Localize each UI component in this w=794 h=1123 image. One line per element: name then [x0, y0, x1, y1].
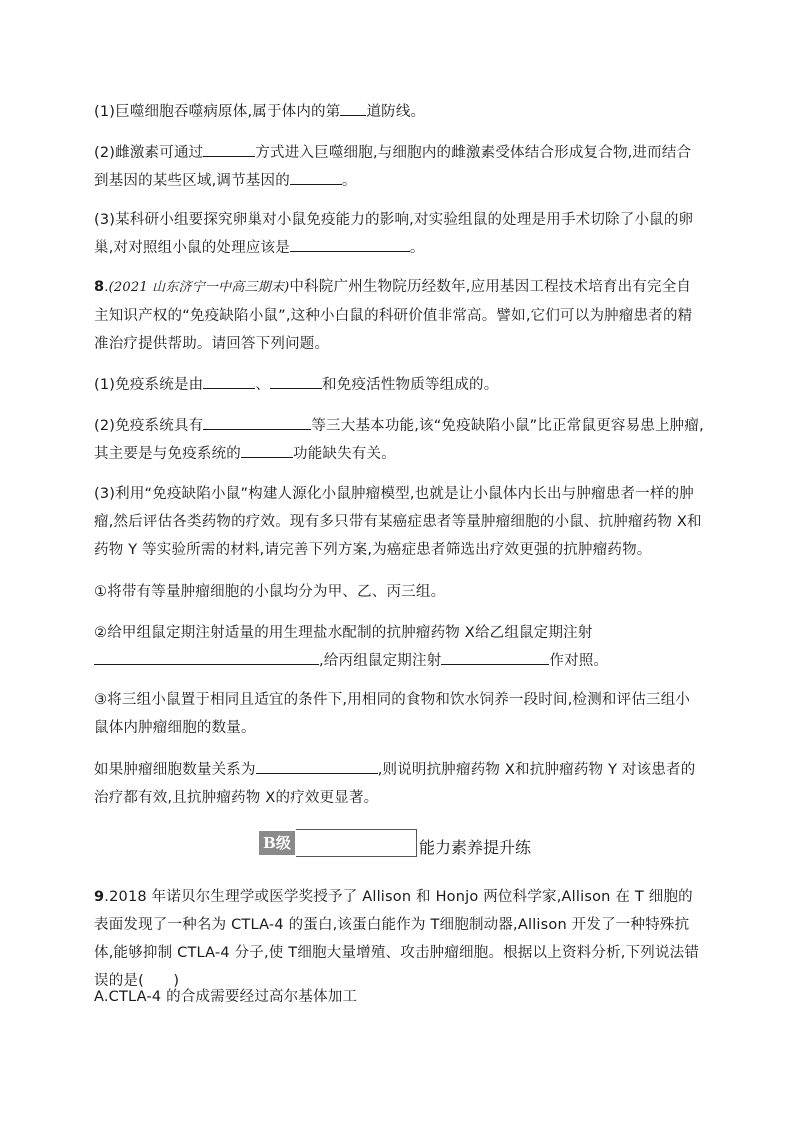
q8-part2 — [94, 412, 704, 468]
answer-blank[interactable] — [203, 414, 311, 430]
q7-part3-text: (3)某科研小组要探究卵巢对小鼠免疫能力的影响,对实验组鼠的处理是用手术切除了小鼠的卵巢,对对照组小鼠的处理应该是 — [94, 212, 694, 256]
q8-step2-text-b: ,给丙组鼠定期注射 — [319, 653, 442, 669]
q8-part1-sep: 、 — [255, 377, 271, 393]
q8-step2-tail: 作对照。 — [549, 653, 609, 669]
q8-step2 — [94, 619, 704, 675]
q8-conclusion — [94, 756, 704, 812]
q8-step2-text: ②给甲组鼠定期注射适量的用生理盐水配制的抗肿瘤药物 X给乙组鼠定期注射 — [94, 625, 593, 641]
q7-part3 — [94, 206, 704, 262]
q8-part2-tail: 功能缺失有关。 — [293, 446, 396, 462]
q8-step3 — [94, 686, 704, 742]
question-number: 9 — [94, 889, 105, 905]
q8-part1 — [94, 371, 704, 399]
answer-blank[interactable] — [94, 649, 319, 665]
q7-part1 — [94, 98, 704, 126]
answer-blank[interactable] — [441, 649, 549, 665]
q8-part1-tail: 和免疫活性物质等组成的。 — [322, 377, 499, 393]
q8-part2-text: (2)免疫系统具有 — [94, 418, 204, 434]
q8-step1-text: ①将带有等量肿瘤细胞的小鼠均分为甲、乙、丙三组。 — [94, 584, 446, 600]
answer-blank[interactable] — [290, 169, 342, 185]
question-source: .(2021 山东济宁一中高三期末) — [104, 280, 290, 295]
question-number: 8 — [94, 279, 105, 295]
level-title: 能力素养提升练 — [419, 838, 532, 857]
q7-part3-tail: 。 — [409, 240, 425, 256]
q8-stem-text: 中科院广州生物院历经数年,应用基因工程技术培育出有完全自主知识产权的“免疫缺陷小鼠”,这种小白鼠的科研价值非常高。譬如,它们可以为肿瘤患者的精准治疗提供帮助。请回答下列问题。 — [94, 279, 693, 352]
q9-stem — [94, 883, 704, 995]
q8-part3-text: (3)利用“免疫缺陷小鼠”构建人源化小鼠肿瘤模型,也就是让小鼠体内长出与肿瘤患者一样的肿瘤,然后评估各类药物的疗效。现有多只带有某癌症患者等量肿瘤细胞的小鼠、抗肿瘤药物 X和药物 Y 等实验所需的材料,请完善下列方案,为癌症患者筛选出疗效更强的抗肿瘤药物。 — [94, 486, 702, 558]
q7-part2-text: (2)雌激素可通过 — [94, 145, 204, 161]
q8-part3 — [94, 480, 704, 564]
q8-conclusion-tail: ,则说明抗肿瘤药物 X和抗肿瘤药物 Y 对该患者的治疗都有效,且抗肿瘤药物 X的疗效更显著。 — [94, 762, 696, 806]
q7-part2 — [94, 139, 704, 195]
q9-option-a-text: A.CTLA-4 的合成需要经过高尔基体加工 — [94, 989, 358, 1005]
answer-blank[interactable] — [290, 236, 410, 252]
answer-blank[interactable] — [241, 442, 293, 458]
answer-blank[interactable] — [203, 373, 255, 389]
q7-part2-tail: 。 — [341, 173, 357, 189]
q8-step1 — [94, 578, 704, 606]
q8-part2-text-b: 等三大基本功能,该“免疫缺陷小鼠”比正常鼠更容易患上肿瘤,其主要是与免疫系统的 — [94, 418, 704, 462]
q7-part2-text-b: 方式进入巨噬细胞,与细胞内的雌激素受体结合形成复合物,进而结合到基因的某些区域,调节基因的 — [94, 145, 692, 189]
level-badge: B级 — [259, 831, 295, 855]
q9-stem-text: .2018 年诺贝尔生理学或医学奖授予了 Allison 和 Honjo 两位科学家,Allison 在 T 细胞的表面发现了一种名为 CTLA-4 的蛋白,该蛋白能作为 T细胞制动器,Allison 开发了一种特殊抗体,能够抑制 CTLA-4 分子,使 T细胞大量增殖、攻击肿瘤细胞。根据以上资料分析,下列说法错误的是( ) — [94, 889, 700, 989]
level-frame — [296, 829, 417, 857]
answer-blank[interactable] — [270, 373, 322, 389]
q7-part1-text: (1)巨噬细胞吞噬病原体,属于体内的第 — [94, 104, 341, 120]
q8-conclusion-text: 如果肿瘤细胞数量关系为 — [94, 762, 256, 778]
q9-option-a[interactable] — [94, 983, 704, 1011]
q8-part1-text: (1)免疫系统是由 — [94, 377, 204, 393]
q8-stem — [94, 273, 704, 358]
answer-blank[interactable] — [340, 100, 366, 116]
q8-step3-text: ③将三组小鼠置于相同且适宜的条件下,用相同的食物和饮水饲养一段时间,检测和评估三组小鼠体内肿瘤细胞的数量。 — [94, 692, 691, 736]
answer-blank[interactable] — [256, 758, 378, 774]
q7-part1-tail: 道防线。 — [366, 104, 426, 120]
answer-blank[interactable] — [203, 141, 255, 157]
